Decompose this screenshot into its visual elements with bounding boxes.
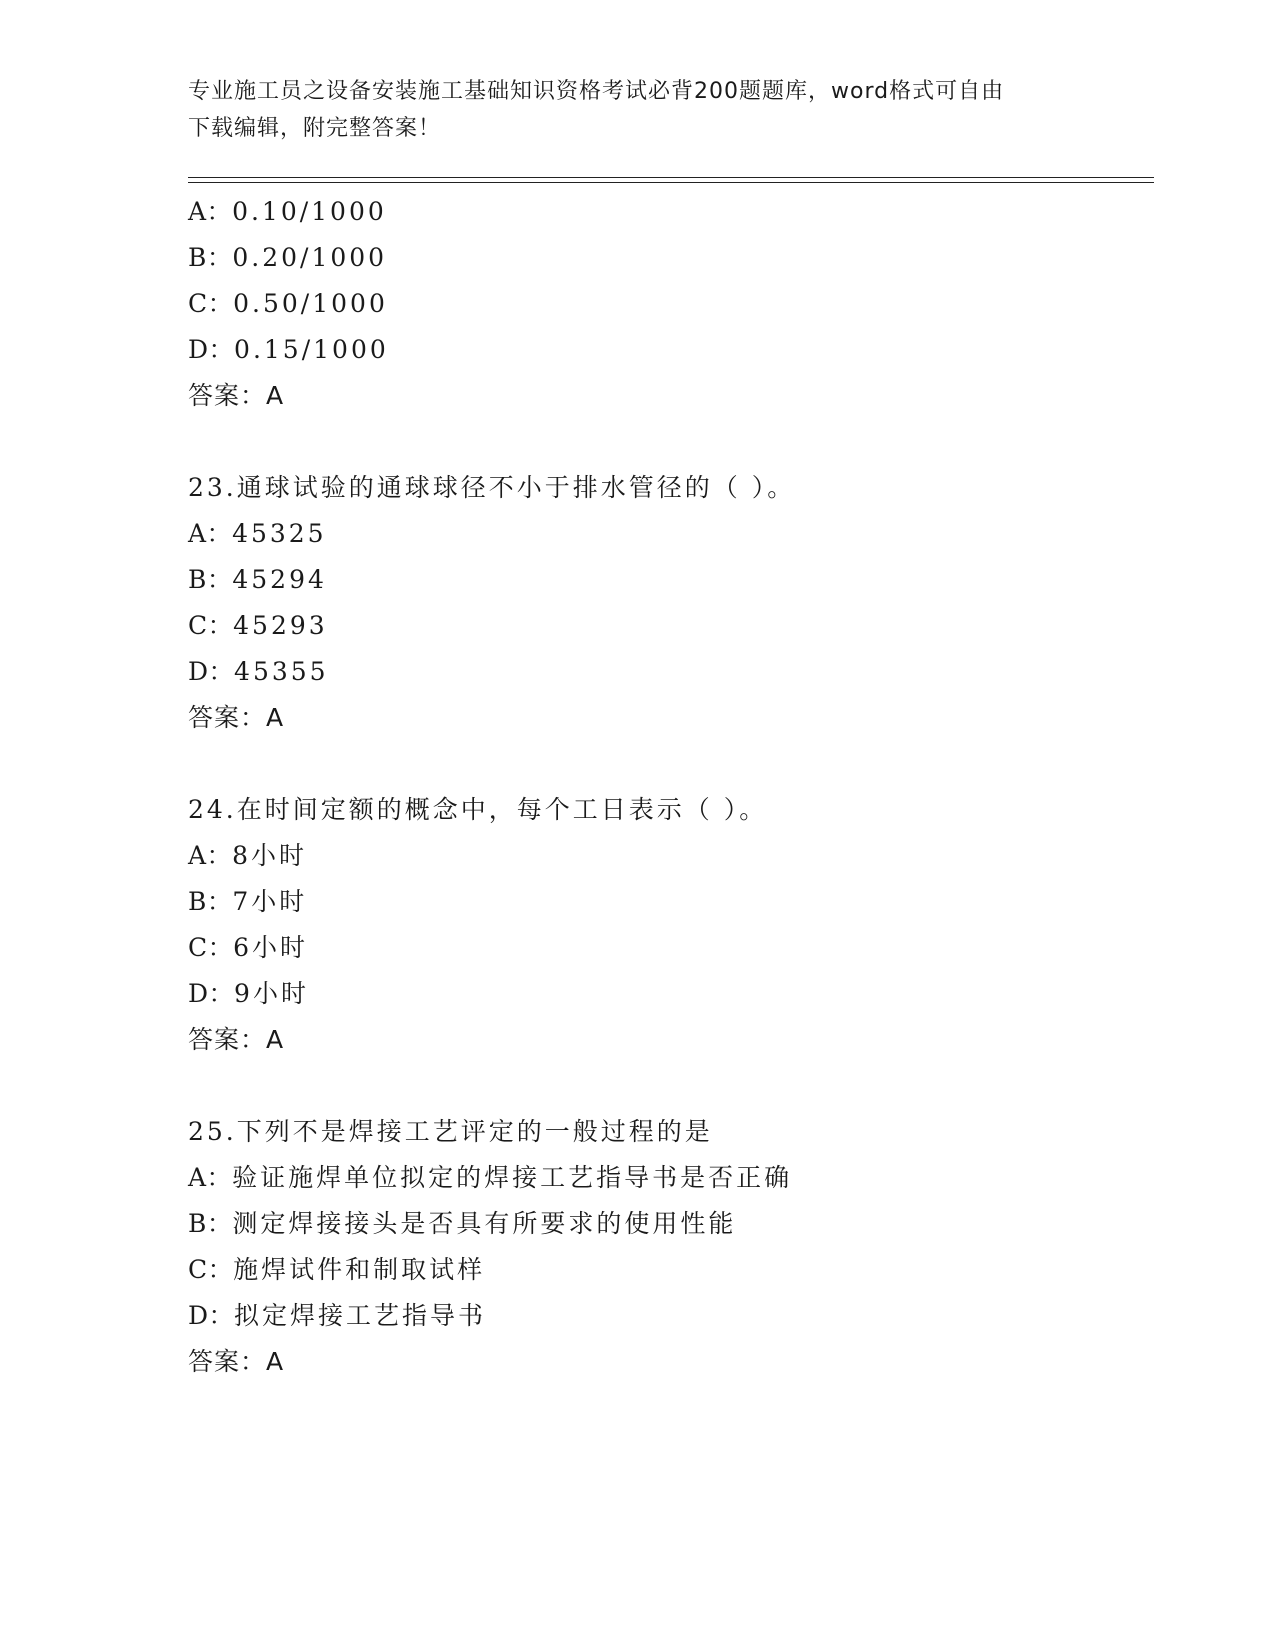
answer: 答案：A (188, 1025, 285, 1054)
option-a: A：45325 (188, 519, 327, 548)
question-23 (188, 465, 1148, 741)
answer: 答案：A (188, 381, 285, 410)
question-text: 25.下列不是焊接工艺评定的一般过程的是 (188, 1117, 713, 1146)
header-line-2: 下载编辑，附完整答案！ (188, 116, 442, 141)
question-22 (188, 189, 1148, 419)
option-b: B：测定焊接接头是否具有所要求的使用性能 (188, 1209, 737, 1238)
option-b: B：7小时 (188, 887, 308, 916)
document-header (188, 73, 1088, 147)
question-text: 24.在时间定额的概念中，每个工日表示（ ）。 (188, 795, 768, 824)
option-b: B：45294 (188, 565, 327, 594)
question-list (188, 189, 1148, 1385)
option-a: A：0.10/1000 (188, 197, 387, 226)
question-24 (188, 787, 1148, 1063)
option-d: D：9小时 (188, 979, 309, 1008)
option-c: C：0.50/1000 (188, 289, 388, 318)
header-rule-bottom (188, 182, 1154, 183)
spacer (188, 419, 1148, 465)
answer: 答案：A (188, 1347, 285, 1376)
question-text: 23.通球试验的通球球径不小于排水管径的（ ）。 (188, 473, 796, 502)
spacer (188, 1063, 1148, 1109)
option-c: C：45293 (188, 611, 328, 640)
option-d: D：45355 (188, 657, 329, 686)
question-25 (188, 1109, 1148, 1385)
answer: 答案：A (188, 703, 285, 732)
option-b: B：0.20/1000 (188, 243, 388, 272)
option-c: C：施焊试件和制取试样 (188, 1255, 486, 1284)
header-line-1: 专业施工员之设备安装施工基础知识资格考试必背200题题库，word格式可自由 (188, 79, 1005, 104)
option-a: A：验证施焊单位拟定的焊接工艺指导书是否正确 (188, 1163, 793, 1192)
spacer (188, 741, 1148, 787)
option-a: A：8小时 (188, 841, 307, 870)
option-c: C：6小时 (188, 933, 309, 962)
option-d: D：拟定焊接工艺指导书 (188, 1301, 487, 1330)
header-rule-top (188, 177, 1154, 178)
option-d: D：0.15/1000 (188, 335, 389, 364)
